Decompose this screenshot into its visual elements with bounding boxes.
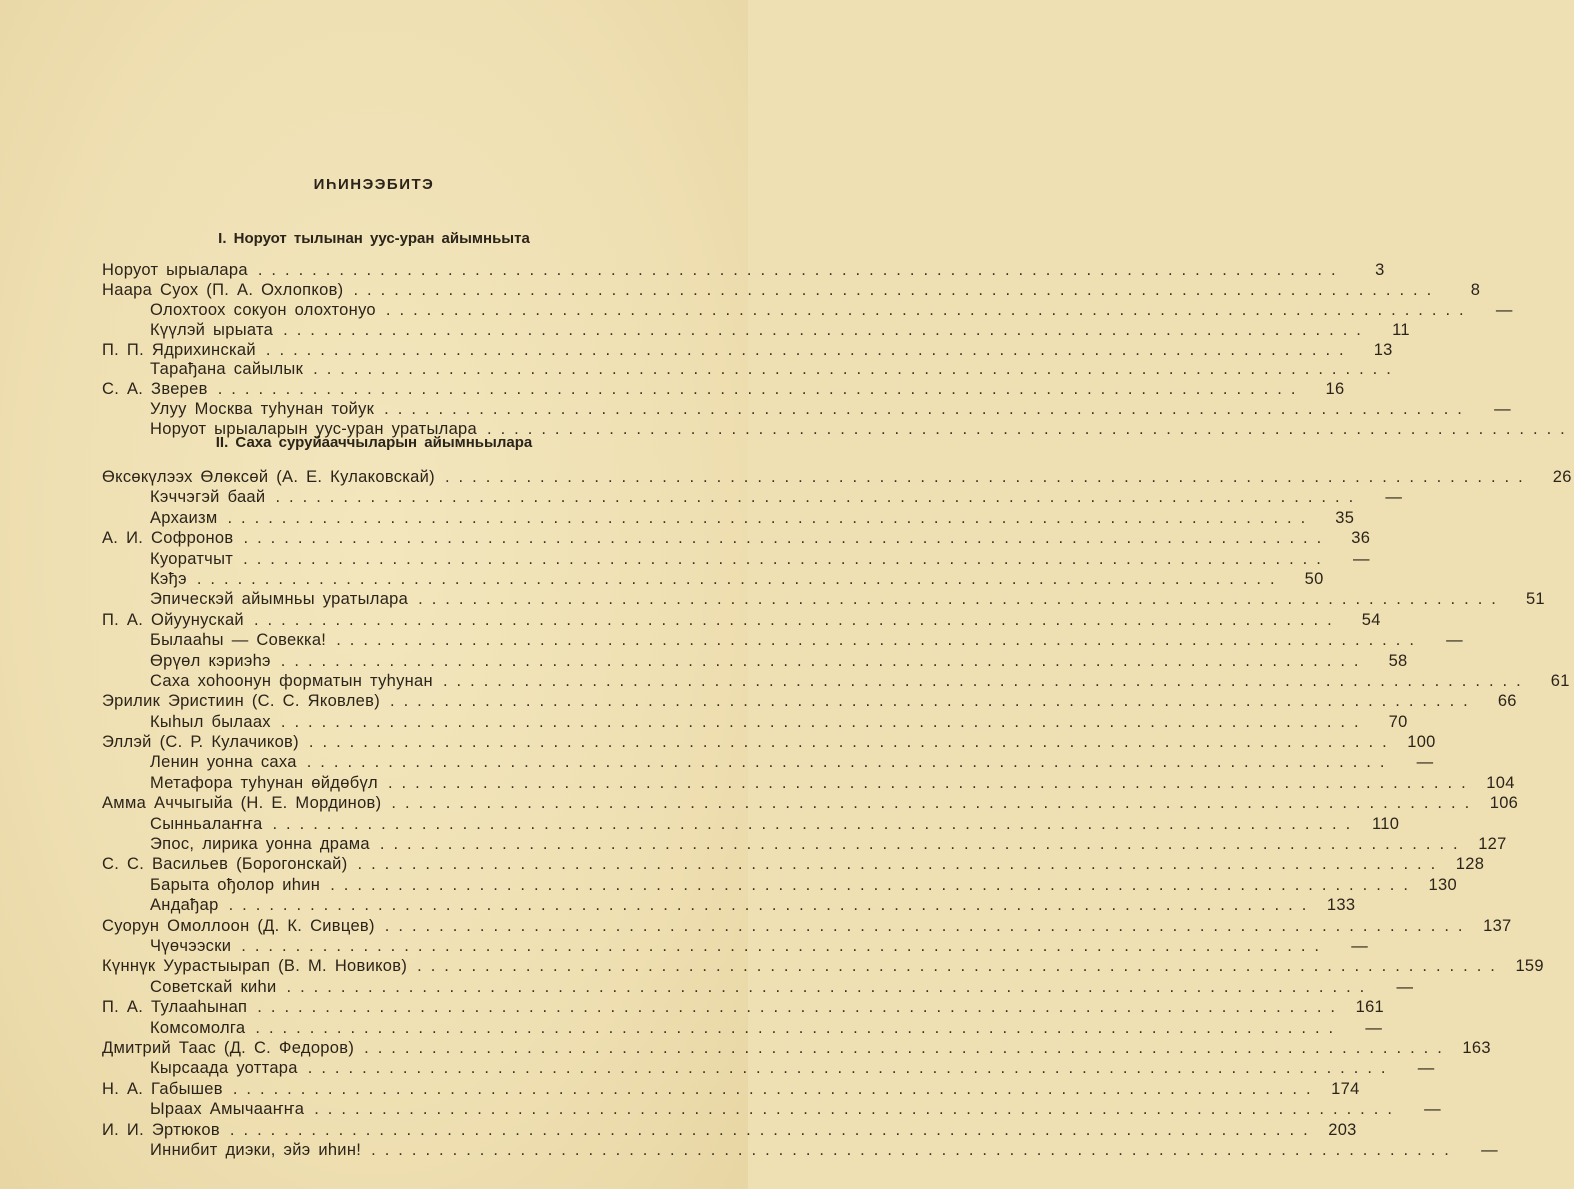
dot-leader: ................................................................................ <box>275 488 1363 507</box>
section-heading-1: I. Норуот тылынан уус-уран айымньыта <box>218 230 530 247</box>
entry-page-number: 58 <box>1388 651 1408 670</box>
toc-entry <box>102 794 1519 814</box>
dot-leader: ................................................................................ <box>442 671 1530 690</box>
entry-title: Куоратчыт <box>150 549 234 568</box>
dot-leader: ................................................................................ <box>272 814 1360 833</box>
dot-leader: ................................................................................ <box>379 835 1467 854</box>
entry-title: Өксөкүлээх Өлөксөй (А. Е. Кулаковскай) <box>102 468 435 486</box>
entry-title: Эпос, лирика уонна драма <box>150 835 370 854</box>
toc-entry <box>102 508 1355 529</box>
entry-page-number: 130 <box>1428 875 1457 894</box>
dot-leader: ................................................................................ <box>283 320 1370 339</box>
entry-title: Н. А. Габышев <box>102 1079 223 1098</box>
entry-page-number: — <box>1494 400 1511 419</box>
entry-page-number: — <box>1353 549 1370 568</box>
entry-page-number: 174 <box>1331 1079 1360 1098</box>
entry-title: Ленин уонна саха <box>150 753 297 772</box>
toc-entry <box>102 835 1507 855</box>
toc-entry <box>102 957 1544 977</box>
toc-entry <box>102 631 1463 651</box>
entry-page-number: 61 <box>1550 671 1570 690</box>
dot-leader: ................................................................................ <box>229 1120 1317 1139</box>
dot-leader: ................................................................................ <box>196 569 1284 588</box>
entry-title: Улуу Москва туһунан тойук <box>150 400 375 419</box>
toc-entry <box>102 1140 1498 1161</box>
entry-title: Метафора туһунан өйдөбүл <box>150 773 378 792</box>
entry-page-number: 50 <box>1304 569 1324 588</box>
dot-leader: ................................................................................ <box>241 936 1328 955</box>
dot-leader: ................................................................................ <box>243 529 1331 548</box>
dot-leader: ................................................................................ <box>487 420 1574 439</box>
dot-leader: ................................................................................ <box>353 280 1441 299</box>
entry-title: Кыһыл былаах <box>150 712 271 731</box>
dot-leader: ................................................................................ <box>387 773 1475 792</box>
dot-leader: ................................................................................ <box>390 692 1477 711</box>
dot-leader: ................................................................................ <box>280 651 1368 670</box>
dot-leader: ................................................................................ <box>307 1059 1395 1078</box>
entry-page-number: 51 <box>1525 590 1545 609</box>
toc-entry <box>102 610 1381 631</box>
dot-leader: ................................................................................ <box>306 753 1394 772</box>
entry-page-number: 70 <box>1388 712 1408 731</box>
entry-title: П. П. Ядрихинскай <box>102 340 256 359</box>
dot-leader: ................................................................................ <box>444 468 1532 486</box>
entry-page-number: 161 <box>1355 998 1385 1017</box>
dot-leader: ................................................................................ <box>227 508 1315 527</box>
entry-title: С. С. Васильев (Борогонскай) <box>102 855 348 874</box>
toc-entry <box>102 280 1481 301</box>
dot-leader: ................................................................................ <box>308 733 1396 752</box>
toc-entry <box>102 1120 1357 1141</box>
toc-entry <box>102 300 1513 321</box>
toc-entry <box>102 1100 1441 1120</box>
toc-entry <box>102 340 1393 361</box>
entry-page-number: 54 <box>1361 610 1381 629</box>
entry-title: Эллэй (С. Р. Кулачиков) <box>102 733 299 752</box>
dot-leader: ................................................................................ <box>255 1018 1343 1037</box>
contents-title: ИҺИНЭЭБИТЭ <box>313 176 435 193</box>
entry-page-number: 203 <box>1328 1120 1357 1139</box>
entry-page-number: 106 <box>1489 794 1519 813</box>
toc-entry <box>102 1038 1491 1059</box>
toc-entry <box>102 1059 1435 1079</box>
entry-title: Кэччэгэй баай <box>150 488 266 507</box>
entry-page-number: 137 <box>1483 916 1512 935</box>
entry-title: Наара Суох (П. А. Охлопков) <box>102 280 344 299</box>
entry-page-number: — <box>1365 1018 1383 1037</box>
entry-title: Дмитрий Таас (Д. С. Федоров) <box>102 1038 355 1057</box>
toc-entry <box>102 712 1408 733</box>
entry-page-number: 3 <box>1375 261 1385 279</box>
entry-page-number: — <box>1416 753 1434 772</box>
toc-entry <box>102 360 1400 380</box>
entry-page-number: 163 <box>1462 1038 1491 1057</box>
dot-leader: ................................................................................ <box>257 998 1345 1017</box>
entry-title: Андађар <box>150 896 219 915</box>
entry-title: Суорун Омоллоон (Д. К. Сивцев) <box>102 916 375 935</box>
toc-entry <box>102 320 1410 341</box>
dot-leader: ................................................................................ <box>314 1100 1401 1119</box>
toc-entry <box>102 400 1511 420</box>
dot-leader: ................................................................................ <box>371 1140 1458 1159</box>
toc-entry <box>102 733 1436 753</box>
entry-page-number: — <box>1446 631 1463 650</box>
section-heading-2: II. Саха суруйааччыларын айымньылара <box>215 434 533 451</box>
dot-leader: ................................................................................ <box>364 1038 1451 1057</box>
dot-leader: ................................................................................ <box>391 794 1479 813</box>
entry-page-number: — <box>1424 1100 1441 1119</box>
entry-title: Кэђэ <box>150 569 187 588</box>
dot-leader: ................................................................................ <box>384 916 1472 935</box>
dot-leader: ................................................................................ <box>280 712 1368 731</box>
toc-entry <box>102 916 1512 937</box>
entry-title: П. А. Тулааһынап <box>102 998 248 1017</box>
toc-entry <box>102 488 1403 508</box>
toc-entry <box>102 753 1434 773</box>
entry-page-number: 66 <box>1497 692 1517 711</box>
dot-leader: ................................................................................ <box>257 261 1345 279</box>
toc-entry <box>102 590 1545 610</box>
entry-page-number: — <box>1417 1059 1435 1078</box>
entry-title: Архаизм <box>150 508 218 527</box>
entry-title: Советскай киһи <box>150 977 277 996</box>
dot-leader: ................................................................................ <box>417 957 1504 976</box>
entry-title: Комсомолга <box>150 1018 246 1037</box>
entry-page-number: 35 <box>1335 508 1355 527</box>
entry-title: Күннүк Уурастыырап (В. М. Новиков) <box>102 957 408 976</box>
dot-leader: ................................................................................ <box>418 590 1505 609</box>
toc-entry <box>102 549 1370 570</box>
entry-title: Эпическэй айымньы уратылара <box>150 590 409 609</box>
toc-entry <box>102 936 1368 957</box>
entry-title: С. А. Зверев <box>102 380 208 399</box>
entry-title: П. А. Ойуунускай <box>102 610 244 629</box>
entry-page-number: 127 <box>1478 835 1507 854</box>
section-2-entries <box>102 468 1572 1161</box>
entry-page-number: 159 <box>1515 957 1544 976</box>
toc-entry <box>102 380 1345 400</box>
entry-title: Тарађана сайылык <box>150 360 304 379</box>
entry-title: Олохтоох сокуон олохтонуо <box>150 300 376 319</box>
entry-title: Саха хоһоонун форматын туһунан <box>150 671 433 690</box>
entry-page-number: — <box>1396 977 1414 996</box>
entry-page-number: 16 <box>1325 380 1345 399</box>
toc-entry <box>102 814 1400 835</box>
toc-entry <box>102 1079 1360 1100</box>
dot-leader: ................................................................................ <box>243 549 1330 568</box>
dot-leader: ................................................................................ <box>217 380 1305 399</box>
entry-page-number: 8 <box>1470 280 1481 299</box>
toc-entry <box>102 529 1371 549</box>
toc-entry <box>102 773 1515 794</box>
entry-page-number: — <box>1481 1140 1498 1159</box>
entry-page-number: 26 <box>1552 468 1572 486</box>
toc-entry <box>102 977 1414 998</box>
toc-entry <box>102 692 1517 712</box>
dot-leader: ................................................................................ <box>265 340 1353 359</box>
entry-page-number: 110 <box>1371 814 1400 833</box>
entry-title: Барыта ођолор иһин <box>150 875 321 894</box>
toc-entry <box>102 468 1572 488</box>
entry-page-number: 36 <box>1351 529 1371 548</box>
entry-title: Кырсаада уоттара <box>150 1059 298 1078</box>
entry-page-number: 128 <box>1455 855 1485 874</box>
entry-title: Өрүөл кэриэһэ <box>150 651 271 670</box>
entry-page-number: 11 <box>1392 320 1410 339</box>
entry-title: И. И. Эртюков <box>102 1120 220 1139</box>
entry-page-number: 100 <box>1407 733 1436 752</box>
entry-title: Былааһы — Совекка! <box>150 631 327 650</box>
dot-leader: ................................................................................ <box>232 1079 1320 1098</box>
entry-page-number: — <box>1385 488 1403 507</box>
toc-entry <box>102 855 1485 875</box>
section-1-entries <box>102 261 1574 440</box>
dot-leader: ................................................................................ <box>336 631 1423 650</box>
toc-entry <box>102 569 1324 590</box>
dot-leader: ................................................................................ <box>384 400 1471 419</box>
entry-title: Иннибит диэки, эйэ иһин! <box>150 1140 362 1159</box>
dot-leader: ................................................................................ <box>385 300 1473 319</box>
entry-title: А. И. Софронов <box>102 529 234 548</box>
dot-leader: ................................................................................ <box>228 896 1316 915</box>
toc-entry <box>102 875 1457 896</box>
toc-entry <box>102 1018 1383 1039</box>
entry-title: Эрилик Эристиин (С. С. Яковлев) <box>102 692 381 711</box>
entry-title: Сынньалаҥҥа <box>150 814 263 833</box>
entry-title: Норуот ырыалара <box>102 261 248 279</box>
toc-entry <box>102 671 1570 692</box>
dot-leader: ................................................................................ <box>330 875 1417 894</box>
entry-page-number: — <box>1495 300 1513 319</box>
entry-title: Чүөчээски <box>150 936 232 955</box>
entry-title: Норуот ырыаларын уус-уран уратылара <box>150 420 477 439</box>
entry-title: Ыраах Амычааҥҥа <box>150 1100 305 1119</box>
entry-title: Амма Аччыгыйа (Н. Е. Мординов) <box>102 794 382 813</box>
entry-page-number: 13 <box>1373 340 1393 359</box>
toc-entry <box>102 261 1385 281</box>
dot-leader: ................................................................................ <box>253 610 1341 629</box>
dot-leader: ................................................................................ <box>357 855 1445 874</box>
dot-leader: ................................................................................ <box>286 977 1374 996</box>
toc-entry <box>102 998 1385 1018</box>
dot-leader: ................................................................................ <box>313 360 1400 379</box>
entry-page-number: 104 <box>1486 773 1515 792</box>
entry-title: Күүлэй ырыата <box>150 320 274 339</box>
entry-page-number: — <box>1351 936 1368 955</box>
entry-page-number: 133 <box>1326 896 1356 915</box>
toc-entry <box>102 651 1408 672</box>
toc-entry <box>102 896 1356 916</box>
